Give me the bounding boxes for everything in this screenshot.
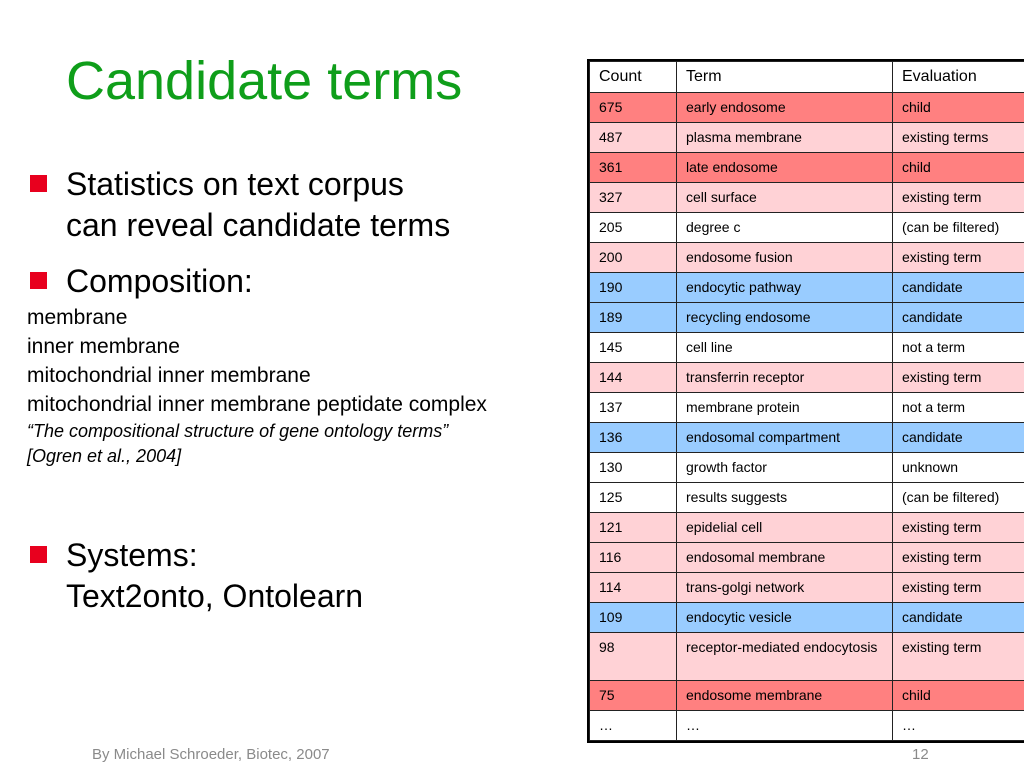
cell-evaluation: … bbox=[893, 711, 1024, 741]
table-row bbox=[590, 681, 1024, 711]
table-row bbox=[590, 123, 1024, 153]
cell-evaluation: candidate bbox=[893, 273, 1024, 303]
table-row bbox=[590, 453, 1024, 483]
bullet-square-icon bbox=[30, 546, 47, 563]
table-row bbox=[590, 513, 1024, 543]
table-row bbox=[590, 483, 1024, 513]
table-row bbox=[590, 93, 1024, 123]
composition-example: mitochondrial inner membrane bbox=[27, 364, 311, 387]
cell-evaluation: existing term bbox=[893, 573, 1024, 603]
table-row bbox=[590, 363, 1024, 393]
bullet-systems bbox=[30, 535, 363, 617]
bullet-square-icon bbox=[30, 272, 47, 289]
cell-term: endocytic vesicle bbox=[677, 603, 893, 633]
cell-evaluation: not a term bbox=[893, 393, 1024, 423]
column-header-term: Term bbox=[677, 62, 893, 93]
cell-count: 145 bbox=[590, 333, 677, 363]
cell-evaluation: unknown bbox=[893, 453, 1024, 483]
table-row bbox=[590, 273, 1024, 303]
footer-author: By Michael Schroeder, Biotec, 2007 bbox=[92, 746, 330, 763]
cell-evaluation: not a term bbox=[893, 333, 1024, 363]
cell-count: 200 bbox=[590, 243, 677, 273]
cell-count: 144 bbox=[590, 363, 677, 393]
cell-count: 327 bbox=[590, 183, 677, 213]
cell-evaluation: existing term bbox=[893, 543, 1024, 573]
citation-quote: “The compositional structure of gene ontology terms” bbox=[27, 421, 449, 441]
cell-count: 675 bbox=[590, 93, 677, 123]
cell-term: endosomal compartment bbox=[677, 423, 893, 453]
table-row bbox=[590, 573, 1024, 603]
cell-evaluation: existing term bbox=[893, 243, 1024, 273]
table-row bbox=[590, 543, 1024, 573]
cell-term: endocytic pathway bbox=[677, 273, 893, 303]
bullet-text-line1: Statistics on text corpus bbox=[66, 166, 404, 202]
table-row bbox=[590, 603, 1024, 633]
table-row bbox=[590, 711, 1024, 741]
cell-count: 130 bbox=[590, 453, 677, 483]
bullet-text-line2: can reveal candidate terms bbox=[66, 207, 451, 243]
cell-count: 136 bbox=[590, 423, 677, 453]
cell-count: 205 bbox=[590, 213, 677, 243]
cell-evaluation: candidate bbox=[893, 423, 1024, 453]
cell-count: … bbox=[590, 711, 677, 741]
cell-count: 116 bbox=[590, 543, 677, 573]
cell-count: 121 bbox=[590, 513, 677, 543]
cell-term: endosomal membrane bbox=[677, 543, 893, 573]
cell-evaluation: existing term bbox=[893, 633, 1024, 681]
cell-term: results suggests bbox=[677, 483, 893, 513]
cell-term: degree c bbox=[677, 213, 893, 243]
cell-evaluation: existing term bbox=[893, 183, 1024, 213]
table-row bbox=[590, 393, 1024, 423]
cell-evaluation: existing terms bbox=[893, 123, 1024, 153]
cell-term: recycling endosome bbox=[677, 303, 893, 333]
cell-count: 75 bbox=[590, 681, 677, 711]
citation-ref: [Ogren et al., 2004] bbox=[27, 446, 182, 466]
cell-term: late endosome bbox=[677, 153, 893, 183]
composition-example: inner membrane bbox=[27, 335, 180, 358]
cell-evaluation: child bbox=[893, 681, 1024, 711]
cell-term: epidelial cell bbox=[677, 513, 893, 543]
cell-count: 487 bbox=[590, 123, 677, 153]
cell-count: 114 bbox=[590, 573, 677, 603]
cell-term: early endosome bbox=[677, 93, 893, 123]
cell-evaluation: candidate bbox=[893, 303, 1024, 333]
bullet-text-line1: Systems: bbox=[66, 537, 198, 573]
bullet-statistics bbox=[30, 164, 450, 246]
table-row bbox=[590, 303, 1024, 333]
composition-example: mitochondrial inner membrane peptidate complex bbox=[27, 393, 487, 416]
cell-term: receptor-mediated endocytosis bbox=[677, 633, 893, 681]
table-row bbox=[590, 153, 1024, 183]
cell-evaluation: (can be filtered) bbox=[893, 483, 1024, 513]
cell-count: 109 bbox=[590, 603, 677, 633]
cell-term: cell line bbox=[677, 333, 893, 363]
cell-term: endosome fusion bbox=[677, 243, 893, 273]
table-header-row bbox=[590, 62, 1024, 93]
footer-page-number: 12 bbox=[912, 746, 929, 763]
cell-count: 137 bbox=[590, 393, 677, 423]
bullet-text-line1: Composition: bbox=[66, 263, 253, 299]
table-row bbox=[590, 213, 1024, 243]
cell-term: membrane protein bbox=[677, 393, 893, 423]
table-row bbox=[590, 333, 1024, 363]
cell-evaluation: child bbox=[893, 153, 1024, 183]
cell-evaluation: candidate bbox=[893, 603, 1024, 633]
column-header-evaluation: Evaluation bbox=[893, 62, 1024, 93]
bullet-composition bbox=[30, 261, 253, 302]
cell-term: growth factor bbox=[677, 453, 893, 483]
cell-count: 98 bbox=[590, 633, 677, 681]
cell-evaluation: existing term bbox=[893, 513, 1024, 543]
column-header-count: Count bbox=[590, 62, 677, 93]
cell-term: transferrin receptor bbox=[677, 363, 893, 393]
table-row bbox=[590, 423, 1024, 453]
table-row bbox=[590, 183, 1024, 213]
cell-count: 125 bbox=[590, 483, 677, 513]
composition-example: membrane bbox=[27, 306, 128, 329]
cell-evaluation: child bbox=[893, 93, 1024, 123]
cell-term: … bbox=[677, 711, 893, 741]
cell-term: endosome membrane bbox=[677, 681, 893, 711]
candidate-terms-table bbox=[587, 59, 1024, 743]
cell-evaluation: existing term bbox=[893, 363, 1024, 393]
cell-evaluation: (can be filtered) bbox=[893, 213, 1024, 243]
cell-count: 189 bbox=[590, 303, 677, 333]
table-row bbox=[590, 243, 1024, 273]
cell-count: 190 bbox=[590, 273, 677, 303]
slide-title: Candidate terms bbox=[66, 51, 463, 111]
cell-term: trans-golgi network bbox=[677, 573, 893, 603]
cell-count: 361 bbox=[590, 153, 677, 183]
cell-term: plasma membrane bbox=[677, 123, 893, 153]
bullet-square-icon bbox=[30, 175, 47, 192]
cell-term: cell surface bbox=[677, 183, 893, 213]
table-row bbox=[590, 633, 1024, 681]
bullet-text-line2: Text2onto, Ontolearn bbox=[66, 578, 364, 614]
